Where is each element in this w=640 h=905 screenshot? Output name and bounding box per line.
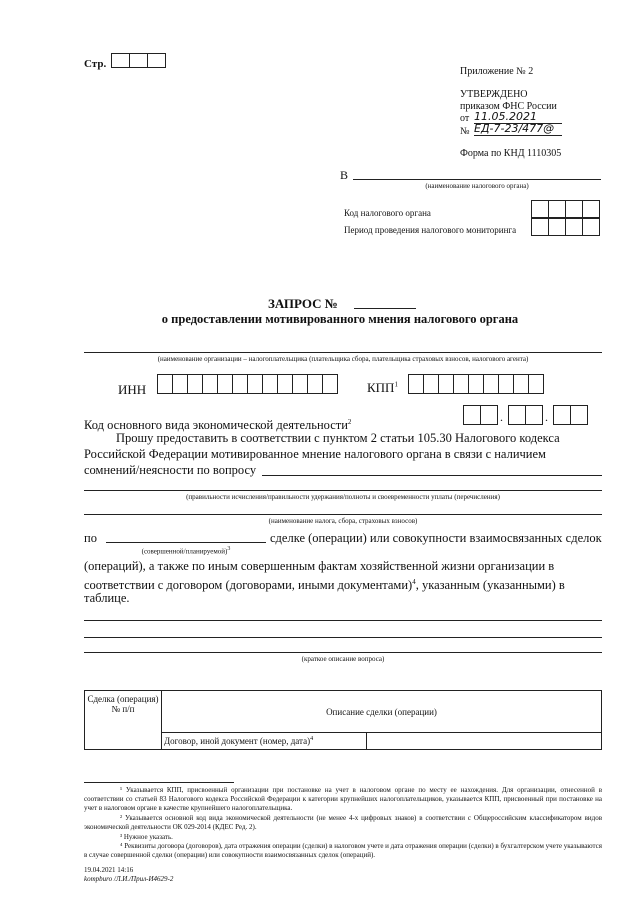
org-name-line[interactable] — [84, 352, 602, 353]
okved-dot-2: . — [545, 410, 548, 424]
po-label: по — [84, 531, 97, 545]
kpp-footnote-ref: 1 — [394, 380, 398, 389]
kpp-label — [367, 380, 398, 396]
print-stamp-date: 19.04.2021 14:16 — [84, 866, 134, 874]
addressee-input-line[interactable] — [353, 179, 601, 180]
footnote-separator — [84, 782, 234, 783]
page-label: Стр. — [84, 58, 107, 70]
okved-dot-1: . — [500, 410, 503, 424]
form-code: Форма по КНД 1110305 — [460, 148, 562, 159]
correctness-hint: (правильности исчисления/правильности удержания/полноты и своевременности уплаты (перечисления) — [186, 493, 500, 501]
okved-label-text: Код основного вида экономической деятельности — [84, 418, 348, 433]
kpp-cells[interactable] — [408, 374, 544, 394]
addressee-hint: (наименование налогового органа) — [425, 182, 529, 190]
brief-hint: (краткое описание вопроса) — [301, 655, 385, 663]
brief-line-2[interactable] — [84, 637, 602, 638]
monitoring-period-cells[interactable] — [531, 218, 600, 236]
footnote-4: ⁴ Реквизиты договора (договоров), дата отражения операции (сделки) в налоговом учете и дата отражения операции (сделки) в бухгалтерском учете указываются в случае совершенной сделки (операции) или совокупности взаимосвязанных сделок (операций). — [84, 842, 602, 859]
tax-office-code-cells[interactable] — [531, 200, 600, 218]
request-title: ЗАПРОС № — [268, 296, 338, 311]
deal-status-hint-text: (совершенной/планируемой) — [141, 547, 228, 556]
brief-line-1[interactable] — [84, 620, 602, 621]
para2-line2-b: , указанным (указанными) в — [415, 578, 565, 593]
deal-status-hint — [106, 545, 266, 555]
deal-status-input-line[interactable] — [106, 542, 266, 543]
order-date-prefix: от — [460, 113, 470, 124]
monitoring-period-label: Период проведения налогового мониторинга — [344, 225, 517, 235]
org-name-hint: (наименование организации – налогоплательщика (плательщика сбора, плательщика страховых взносов, налогового агента) — [157, 355, 529, 363]
order-label: приказом ФНС России — [460, 101, 557, 112]
correctness-input-line[interactable] — [84, 490, 602, 491]
tax-name-hint: (наименование налога, сбора, страховых взносов) — [268, 517, 418, 525]
addressee-to: В — [340, 168, 349, 182]
order-number-prefix: № — [460, 126, 470, 137]
tax-name-input-line[interactable] — [84, 514, 602, 515]
tax-office-code-label: Код налогового органа — [344, 208, 431, 218]
table-contract-footnote-ref: 4 — [310, 736, 314, 742]
okved-cells[interactable] — [463, 405, 588, 429]
question-input-line[interactable] — [262, 475, 602, 476]
okved-footnote-ref: 2 — [347, 418, 352, 426]
request-subtitle: о предоставлении мотивированного мнения налогового органа — [161, 312, 519, 326]
request-number-line[interactable] — [354, 308, 416, 309]
footnote-1: ¹ Указывается КПП, присвоенный организации при постановке на учет в налоговом органе по месту ее нахождения. Для организации, отнесенной в соответствии со статьей 83 Налогового кодекса Российской Федерации к категории крупнейших налогоплательщиков, указывается КПП, присвоенный при постановке на учет в налоговом органе в качестве крупнейшего налогоплательщика. — [84, 786, 602, 812]
inn-cells[interactable] — [157, 374, 338, 394]
kpp-label-text: КПП — [367, 380, 395, 395]
po-text: сделке (операции) или совокупности взаимосвязанных сделок — [270, 531, 602, 545]
table-contract-value-cell[interactable] — [367, 733, 602, 750]
table-col-description-header: Описание сделки (операции) — [162, 691, 602, 733]
para2-line3: таблице. — [84, 591, 130, 605]
para2-line2 — [84, 574, 565, 593]
table-subheader-contract — [162, 733, 367, 750]
para2-line1: (операций), а также по иным совершенным фактам хозяйственной жизни организации в — [84, 559, 555, 573]
footnote-2: ² Указывается основной код вида экономической деятельности (не менее 4-х цифровых знаков) в соответствии с Общероссийским классификатором видов экономической деятельности ОК 029-2014 (КДЕС Ред. 2). — [84, 814, 602, 831]
deals-table — [84, 690, 602, 750]
page-number-cells[interactable] — [111, 53, 166, 68]
inn-label: ИНН — [118, 382, 147, 397]
approved-label: УТВЕРЖДЕНО — [460, 89, 528, 100]
para1-line3: сомнений/неясности по вопросу — [84, 463, 257, 477]
brief-line-3[interactable] — [84, 652, 602, 653]
para1-line2: Российской Федерации мотивированное мнение налогового органа в связи с наличием — [84, 447, 546, 461]
order-date: 11.05.2021 — [474, 110, 562, 124]
footnote-3: ³ Нужное указать. — [120, 833, 173, 841]
para2-footnote-ref: 4 — [412, 578, 416, 586]
appendix-label: Приложение № 2 — [460, 66, 534, 77]
para2-line2-a: соответствии с договором (договорами, иными документами) — [84, 578, 413, 593]
order-number: ЕД-7-23/477@ — [474, 122, 562, 136]
table-col-number-header: Сделка (операция) № п/п — [85, 691, 162, 750]
deal-status-footnote-ref: 3 — [227, 546, 231, 552]
print-stamp-file: kompburo /Л.И./Прил-И4629-2 — [84, 875, 174, 883]
table-subheader-contract-text: Договор, иной документ (номер, дата) — [164, 736, 311, 746]
para1-line1: Прошу предоставить в соответствии с пунктом 2 статьи 105.30 Налогового кодекса — [116, 431, 560, 445]
